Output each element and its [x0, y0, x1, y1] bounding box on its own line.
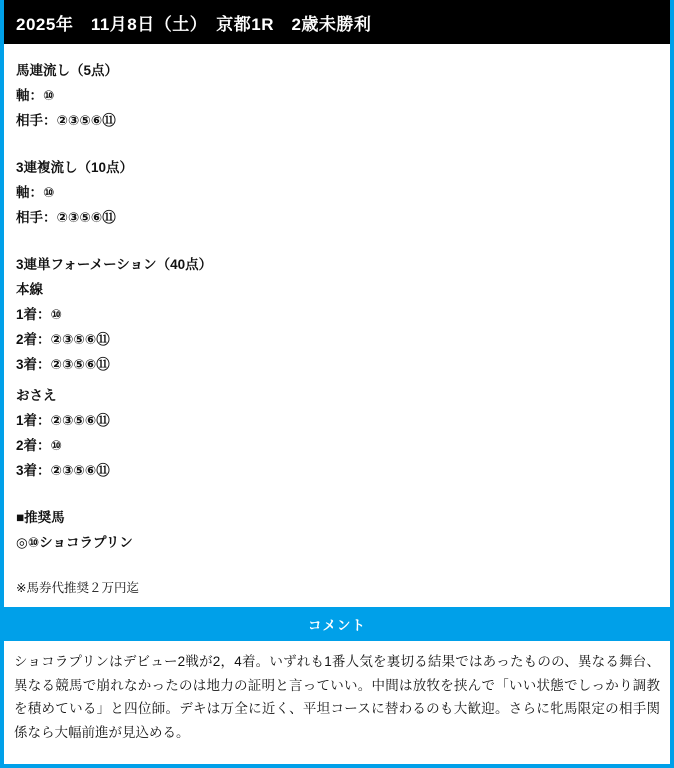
bet-section-heading: 3連複流し（10点）: [16, 160, 134, 175]
recommended-heading: ■推奨馬: [16, 510, 65, 525]
bet-partners-row: 相手：②③⑤⑥⑪: [16, 113, 116, 128]
bet-section-sanrenpuku: [16, 155, 658, 230]
bet-partners-row: 相手：②③⑤⑥⑪: [16, 210, 116, 225]
formation-row-1st-backup: 1着：②③⑤⑥⑪: [16, 413, 110, 428]
formation-group-label-backup: おさえ: [16, 388, 57, 403]
bet-section-heading: 馬連流し（5点）: [16, 63, 119, 78]
formation-row-1st: 1着：⑩: [16, 307, 62, 322]
formation-row-3rd-backup: 3着：②③⑤⑥⑪: [16, 463, 110, 478]
bet-section-umaren: [16, 58, 658, 133]
bet-axis-row: 軸：⑩: [16, 185, 55, 200]
formation-group-label-main: 本線: [16, 282, 43, 297]
formation-row-2nd-backup: 2着：⑩: [16, 438, 62, 453]
formation-row-2nd: 2着：②③⑤⑥⑪: [16, 332, 110, 347]
page-header: [4, 0, 670, 44]
formation-row-3rd: 3着：②③⑤⑥⑪: [16, 357, 110, 372]
bet-axis-row: 軸：⑩: [16, 88, 55, 103]
comment-bar: コメント: [4, 607, 670, 641]
recommended-horse-section: [16, 505, 658, 555]
comment-text: ショコラプリンはデビュー2戦が2，4着。いずれも1番人気を裏切る結果ではあったものの、異なる舞台、異なる競馬で崩れなかったのは地力の証明と言っていい。中間は放牧を挟んで「いい状態でしっかり調教を積めている」と四位師。デキは万全に近く、平坦コースに替わるのも大歓迎。さらに牝馬限定の相手関係なら大幅前進が見込める。: [14, 654, 660, 740]
page-title: 2025年 11月8日（土） 京都1R 2歳未勝利: [16, 14, 372, 34]
recommended-horse: ◎⑩ショコラプリン: [16, 535, 133, 550]
main-content: [4, 44, 670, 599]
budget-note: ※馬券代推奨２万円迄: [16, 581, 139, 595]
bet-section-sanrentan: [16, 252, 658, 483]
formation-heading: 3連単フォーメーション（40点）: [16, 257, 213, 272]
